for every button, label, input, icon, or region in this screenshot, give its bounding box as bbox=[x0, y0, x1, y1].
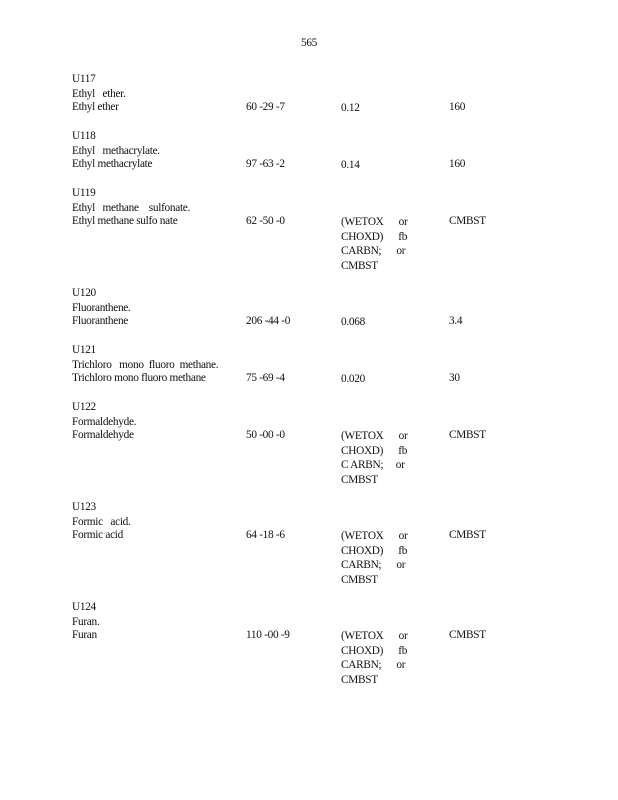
wastewater-standard: (WETOX or CHOXD) fb CARBN; or CMBST bbox=[341, 530, 408, 586]
nonwastewater-standard: 3.4 bbox=[449, 315, 463, 327]
cas-number: 97 -63 -2 bbox=[246, 158, 285, 170]
constituent-name: Ethyl ether bbox=[72, 101, 119, 113]
waste-entry-u122 bbox=[72, 400, 592, 486]
nonwastewater-standard: 30 bbox=[449, 372, 460, 384]
waste-code: U118 bbox=[72, 130, 96, 142]
waste-code: U124 bbox=[72, 601, 96, 613]
waste-code: U120 bbox=[72, 287, 96, 299]
wastewater-standard: 0.14 bbox=[341, 159, 360, 171]
waste-entry-u117 bbox=[72, 72, 592, 116]
constituent-name: Formaldehyde bbox=[72, 429, 134, 441]
waste-code: U117 bbox=[72, 73, 96, 85]
waste-title: Formic acid. bbox=[72, 515, 131, 528]
nonwastewater-standard: CMBST bbox=[449, 215, 486, 227]
waste-entry-u121 bbox=[72, 343, 592, 387]
waste-title: Fluoranthene. bbox=[72, 301, 131, 314]
waste-code: U119 bbox=[72, 187, 96, 199]
constituent-name: Formic acid bbox=[72, 529, 123, 541]
waste-title: Formaldehyde. bbox=[72, 415, 137, 428]
wastewater-standard: 0.020 bbox=[341, 373, 365, 385]
page-number: 565 bbox=[300, 37, 318, 49]
nonwastewater-standard: CMBST bbox=[449, 529, 486, 541]
cas-number: 206 -44 -0 bbox=[246, 315, 291, 327]
wastewater-standard: 0.068 bbox=[341, 316, 365, 328]
constituent-name: Furan bbox=[72, 629, 97, 641]
waste-code: U121 bbox=[72, 344, 96, 356]
waste-entry-u123 bbox=[72, 500, 592, 586]
nonwastewater-standard: CMBST bbox=[449, 629, 486, 641]
wastewater-standard: (WETOX or CHOXD) fb C ARBN; or CMBST bbox=[341, 430, 408, 486]
constituent-name: Trichloro mono fluoro methane bbox=[72, 372, 206, 384]
cas-number: 60 -29 -7 bbox=[246, 101, 285, 113]
waste-code: U122 bbox=[72, 401, 96, 413]
cas-number: 62 -50 -0 bbox=[246, 215, 285, 227]
waste-title: Ethyl ether. bbox=[72, 87, 126, 100]
waste-title: Ethyl methacrylate. bbox=[72, 144, 160, 157]
cas-number: 50 -00 -0 bbox=[246, 429, 285, 441]
cas-number: 64 -18 -6 bbox=[246, 529, 285, 541]
waste-entry-u124 bbox=[72, 600, 592, 686]
nonwastewater-standard: CMBST bbox=[449, 429, 486, 441]
waste-title: Furan. bbox=[72, 615, 100, 628]
nonwastewater-standard: 160 bbox=[449, 101, 466, 113]
wastewater-standard: (WETOX or CHOXD) fb CARBN; or CMBST bbox=[341, 630, 408, 686]
waste-entry-u119 bbox=[72, 186, 592, 272]
wastewater-standard: 0.12 bbox=[341, 102, 360, 114]
nonwastewater-standard: 160 bbox=[449, 158, 466, 170]
waste-entry-u118 bbox=[72, 129, 592, 173]
waste-code: U123 bbox=[72, 501, 96, 513]
constituent-name: Fluoranthene bbox=[72, 315, 129, 327]
constituent-name: Ethyl methane sulfo nate bbox=[72, 215, 178, 227]
waste-title: Ethyl methane sulfonate. bbox=[72, 201, 191, 214]
cas-number: 110 -00 -9 bbox=[246, 629, 290, 641]
waste-title: Trichloro mono fluoro methane. bbox=[72, 358, 219, 371]
constituent-name: Ethyl methacrylate bbox=[72, 158, 153, 170]
wastewater-standard: (WETOX or CHOXD) fb CARBN; or CMBST bbox=[341, 216, 408, 272]
waste-entry-u120 bbox=[72, 286, 592, 330]
cas-number: 75 -69 -4 bbox=[246, 372, 285, 384]
